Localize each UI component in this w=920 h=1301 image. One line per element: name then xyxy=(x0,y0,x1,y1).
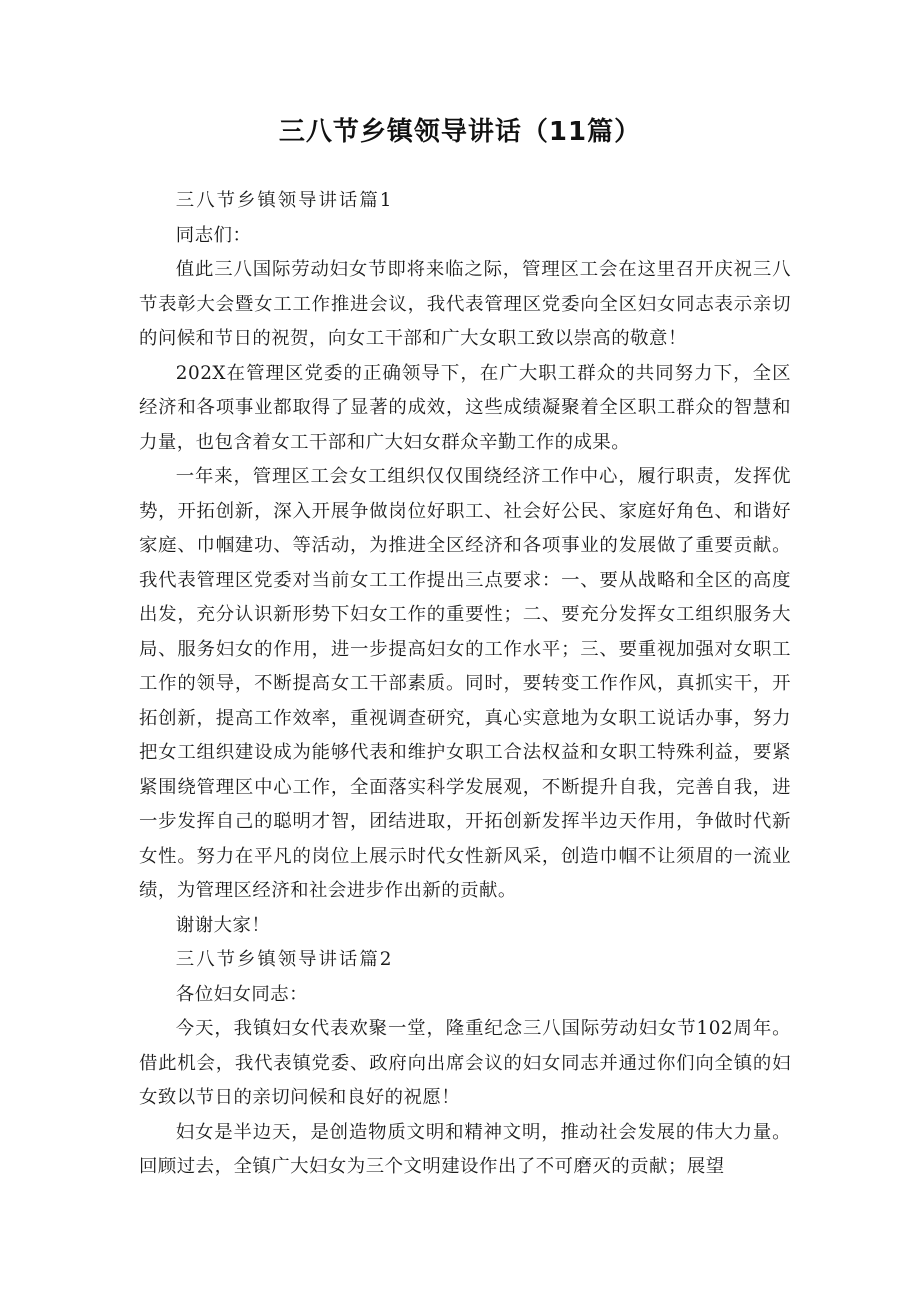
document-title: 三八节乡镇领导讲话（11篇） xyxy=(278,117,642,147)
body-paragraph: 202X在管理区党委的正确领导下，在广大职工群众的共同努力下，全区经济和各项事业都取得了显著的成效，这些成绩凝聚着全区职工群众的智慧和力量，也包含着女工干部和广大妇女群众辛勤工作的成果。 xyxy=(139,362,791,453)
body-paragraph: 今天，我镇妇女代表欢聚一堂，隆重纪念三八国际劳动妇女节102周年。借此机会，我代表镇党委、政府向出席会议的妇女同志并通过你们向全镇的妇女致以节日的亲切问候和良好的祝愿！ xyxy=(139,1018,791,1108)
body-paragraph: 值此三八国际劳动妇女节即将来临之际，管理区工会在这里召开庆祝三八节表彰大会暨女工工作推进会议，我代表管理区党委向全区妇女同志表示亲切的问候和节日的祝贺，向女工干部和广大女职工致以崇高的敬意！ xyxy=(139,259,791,349)
salutation-1: 同志们： xyxy=(175,224,252,246)
body-paragraph: 妇女是半边天，是创造物质文明和精神文明，推动社会发展的伟大力量。回顾过去，全镇广大妇女为三个文明建设作出了不可磨灭的贡献；展望 xyxy=(139,1121,791,1177)
closing-line: 谢谢大家！ xyxy=(175,914,271,936)
salutation-2: 各位妇女同志： xyxy=(175,983,309,1005)
section-heading-1: 三八节乡镇领导讲话篇1 xyxy=(175,190,394,211)
body-paragraph: 一年来，管理区工会女工组织仅仅围绕经济工作中心，履行职责，发挥优势，开拓创新，深入开展争做岗位好职工、社会好公民、家庭好角色、和谐好家庭、巾帼建功、等活动，为推进全区经济和各项事业的发展做了重要贡献。我代表管理区党委对当前女工工作提出三点要求：一、要从战略和全区的高度出发，充分认识新形势下妇女工作的重要性；二、要充分发挥女工组织服务大局、服务妇女的作用，进一步提高妇女的工作水平；三、要重视加强对女职工工作的领导，不断提高女工干部素质。同时，要转变工作作风，真抓实干，开拓创新，提高工作效率，重视调查研究，真心实意地为女职工说话办事，努力把女工组织建设成为能够代表和维护女职工合法权益和女职工特殊利益，要紧紧围绕管理区中心工作，全面落实科学发展观，不断提升自我，完善自我，进一步发挥自己的聪明才智，团结进取，开拓创新发挥半边天作用，争做时代新女性。努力在平凡的岗位上展示时代女性新风采，创造巾帼不让须眉的一流业绩，为管理区经济和社会进步作出新的贡献。 xyxy=(139,466,791,901)
document-body xyxy=(139,184,791,1185)
section-heading-2: 三八节乡镇领导讲话篇2 xyxy=(175,949,394,970)
